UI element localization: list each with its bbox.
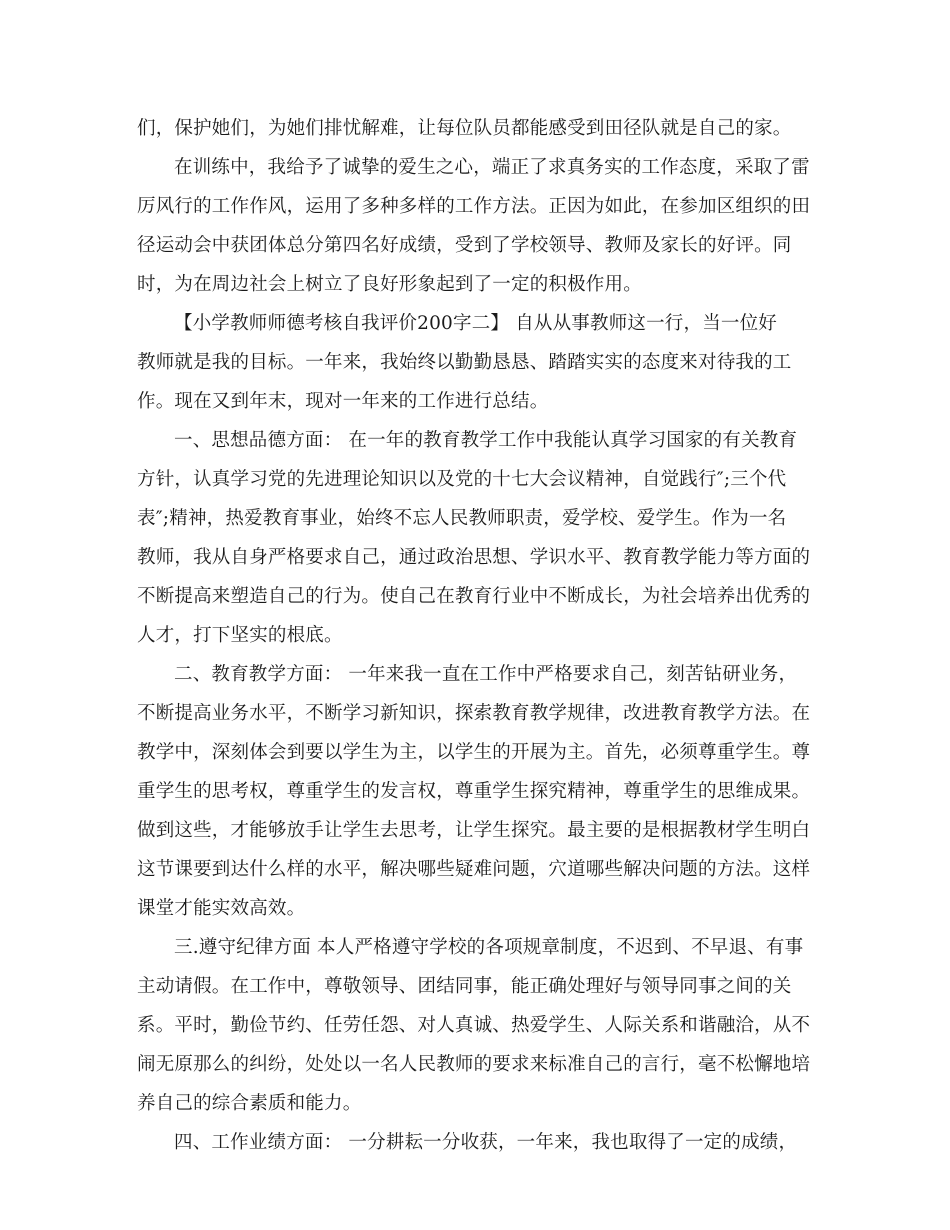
text-line: 不断提高业务水平，不断学习新知识，探索教育教学规律，改进教育教学方法。在	[137, 703, 811, 724]
text-line: 时，为在周边社会上树立了良好形象起到了一定的积极作用。	[137, 274, 642, 295]
text-line: 一、思想品德方面： 在一年的教育教学工作中我能认真学习国家的有关教育	[174, 430, 798, 451]
text-line: 做到这些，才能够放手让学生去思考，让学生探究。最主要的是根据教材学生明白	[137, 820, 811, 841]
text-line: 作。现在又到年末，现对一年来的工作进行总结。	[137, 391, 549, 412]
text-line: 这节课要到达什么样的水平，解决哪些疑难问题，穴道哪些解决问题的方法。这样	[137, 859, 811, 880]
text-line: 方针，认真学习党的先进理论知识以及党的十七大会议精神，自觉践行″;三个代	[137, 469, 787, 490]
text-line: 闹无原那么的纠纷，处处以一名人民教师的要求来标准自己的言行，毫不松懈地培	[137, 1054, 811, 1075]
text-line: 课堂才能实效高效。	[137, 898, 306, 919]
text-line: 厉风行的工作作风，运用了多种多样的工作方法。正因为如此，在参加区组织的田	[137, 196, 811, 217]
text-line: 不断提高来塑造自己的行为。使自己在教育行业中不断成长，为社会培养出优秀的	[137, 586, 811, 607]
text-line: 人才，打下坚实的根底。	[137, 625, 343, 646]
text-line: 【小学教师师德考核自我评价200字二】 自从从事教师这一行，当一位好	[174, 313, 777, 334]
text-line: 系。平时，勤俭节约、任劳任怨、对人真诚、热爱学生、人际关系和谐融洽，从不	[137, 1015, 811, 1036]
text-line: 径运动会中获团体总分第四名好成绩，受到了学校领导、教师及家长的好评。同	[137, 235, 792, 256]
text-line: 教师就是我的目标。一年来，我始终以勤勤恳恳、踏踏实实的态度来对待我的工	[137, 352, 792, 373]
text-line: 养自己的综合素质和能力。	[137, 1093, 362, 1114]
text-line: 教学中，深刻体会到要以学生为主，以学生的开展为主。首先，必须尊重学生。尊	[137, 742, 811, 763]
text-line: 四、工作业绩方面： 一分耕耘一分收获，一年来，我也取得了一定的成绩，	[174, 1132, 798, 1153]
text-line: 表″;精神，热爱教育事业，始终不忘人民教师职责，爱学校、爱学生。作为一名	[137, 508, 787, 529]
text-line: 教师，我从自身严格要求自己，通过政治思想、学识水平、教育教学能力等方面的	[137, 547, 811, 568]
text-line: 们，保护她们，为她们排忧解难，让每位队员都能感受到田径队就是自己的家。	[137, 118, 792, 139]
text-line: 二、教育教学方面： 一年来我一直在工作中严格要求自己，刻苦钻研业务，	[174, 664, 798, 685]
text-line: 重学生的思考权，尊重学生的发言权，尊重学生探究精神，尊重学生的思维成果。	[137, 781, 811, 802]
text-line: 主动请假。在工作中，尊敬领导、团结同事，能正确处理好与领导同事之间的关	[137, 976, 792, 997]
text-line: 在训练中，我给予了诚挚的爱生之心，端正了求真务实的工作态度，采取了雷	[174, 157, 810, 178]
text-line: 三.遵守纪律方面 本人严格遵守学校的各项规章制度，不迟到、不早退、有事	[174, 937, 804, 958]
